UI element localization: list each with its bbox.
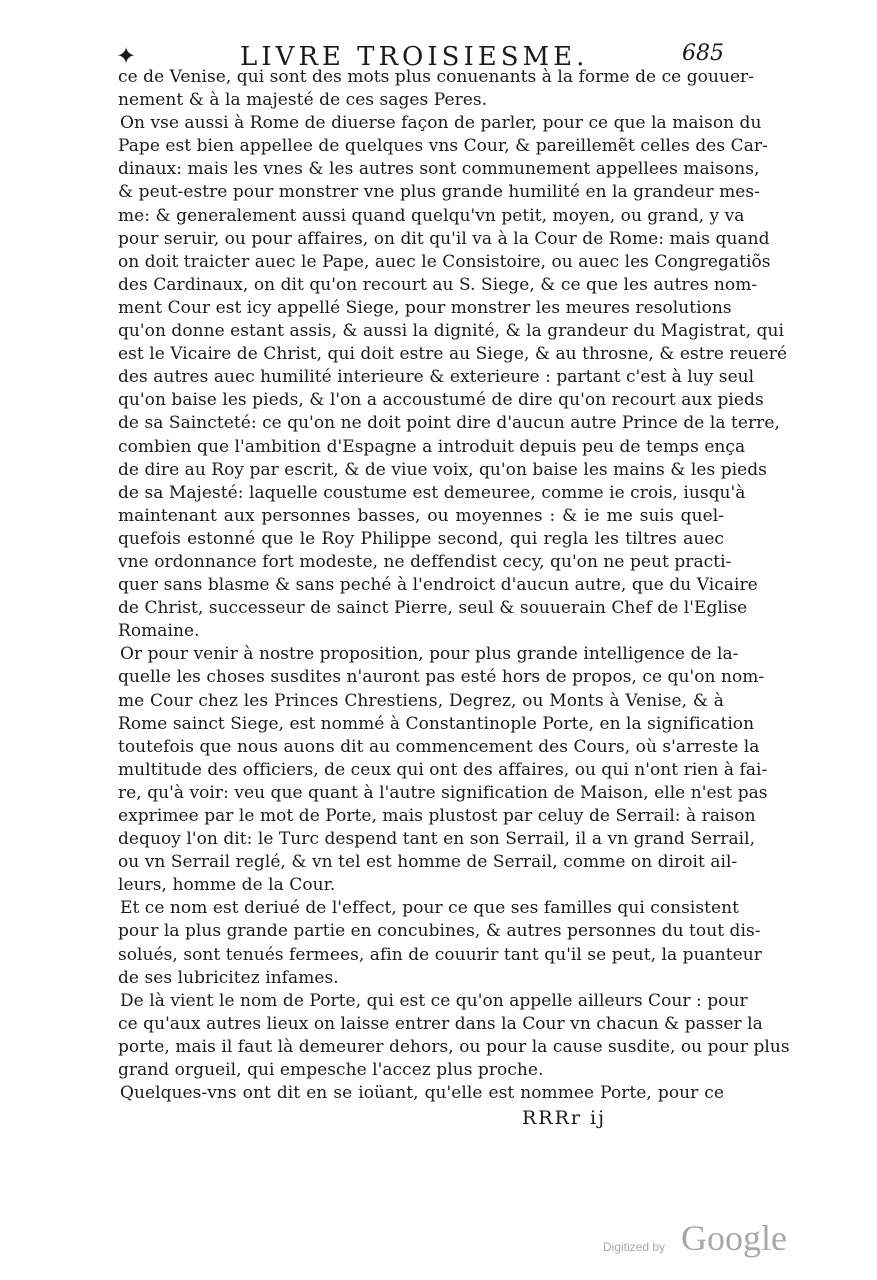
text-line: De là vient le nom de Porte, qui est ce qu'on appelle ailleurs Cour : pour — [120, 990, 748, 1011]
text-line: ce de Venise, qui sont des mots plus conuenants à la forme de ce gouuer- — [118, 67, 755, 87]
text-line: combien que l'ambition d'Espagne a introduit depuis peu de temps ença — [118, 436, 746, 457]
text-line: on doit traicter auec le Pape, auec le Consistoire, ou auec les Congregatiõs — [118, 251, 771, 272]
text-line: de sa Majesté: laquelle coustume est demeuree, comme ie crois, iusqu'à — [118, 482, 746, 503]
text-line: toutefois que nous auons dit au commencement des Cours, où s'arreste la — [118, 736, 760, 757]
text-line: quefois estonné que le Roy Philippe second, qui regla les tiltres auec — [118, 528, 724, 549]
ornament-icon: ✦ — [116, 42, 137, 70]
text-line: pour seruir, ou pour affaires, on dit qu'il va à la Cour de Rome: mais quand — [118, 228, 770, 249]
text-line: On vse aussi à Rome de diuerse façon de parler, pour ce que la maison du — [120, 113, 762, 134]
text-line: ou vn Serrail reglé, & vn tel est homme de Serrail, comme on diroit ail- — [118, 852, 738, 873]
text-line: grand orgueil, qui empesche l'accez plus proche. — [118, 1060, 544, 1081]
watermark-caption: Digitized by — [602, 1240, 665, 1254]
text-line: me Cour chez les Princes Chrestiens, Degrez, ou Monts à Venise, & à — [118, 690, 724, 711]
text-line: des autres auec humilité interieure & exterieure : partant c'est à luy seul — [118, 367, 755, 388]
running-head-title: LIVRE TROISIESME. — [240, 42, 589, 72]
text-line: re, qu'à voir: veu que quant à l'autre signification de Maison, elle n'est pas — [118, 782, 768, 803]
text-line: maintenant aux personnes basses, ou moyennes : & ie me suis quel- — [118, 505, 724, 526]
text-line: qu'on donne estant assis, & aussi la dignité, & la grandeur du Magistrat, qui — [118, 321, 784, 342]
text-line: de ses lubricitez infames. — [118, 967, 339, 988]
text-line: exprimee par le mot de Porte, mais plustost par celuy de Serrail: à raison — [118, 806, 756, 826]
text-line: pour la plus grande partie en concubines, & autres personnes du tout dis- — [118, 921, 761, 942]
text-line: est le Vicaire de Christ, qui doit estre au Siege, & au throsne, & estre reueré — [118, 344, 788, 365]
text-line: quelle les choses susdites n'auront pas esté hors de propos, ce qu'on nom- — [118, 667, 765, 688]
text-line: Romaine. — [118, 621, 200, 642]
text-line: dequoy l'on dit: le Turc despend tant en son Serrail, il a vn grand Serrail, — [118, 829, 756, 850]
text-line: dinaux: mais les vnes & les autres sont communement appellees maisons, — [118, 159, 760, 180]
page-number: 685 — [682, 41, 724, 66]
text-line: vne ordonnance fort modeste, ne deffendist cecy, qu'on ne peut practi- — [118, 551, 732, 572]
body-text — [118, 66, 790, 1105]
text-line: quer sans blasme & sans peché à l'endroict d'aucun autre, que du Vicaire — [118, 575, 758, 596]
text-line: solués, sont tenués fermees, afin de couurir tant qu'il se peut, la puanteur — [118, 944, 762, 965]
text-line: & peut-estre pour monstrer vne plus grande humilité en la grandeur mes- — [118, 182, 760, 203]
text-line: Or pour venir à nostre proposition, pour plus grande intelligence de la- — [120, 644, 739, 665]
text-line: ce qu'aux autres lieux on laisse entrer dans la Cour vn chacun & passer la — [118, 1013, 763, 1034]
text-line: Pape est bien appellee de quelques vns Cour, & pareillemẽt celles des Car- — [118, 136, 768, 157]
text-line: ment Cour est icy appellé Siege, pour monstrer les meures resolutions — [118, 297, 732, 318]
text-line: Quelques-vns ont dit en se ioüant, qu'elle est nommee Porte, pour ce — [120, 1083, 724, 1104]
text-line: de dire au Roy par escrit, & de viue voix, qu'on baise les mains & les pieds — [118, 459, 767, 480]
text-line: leurs, homme de la Cour. — [118, 875, 336, 896]
text-line: me: & generalement aussi quand quelqu'vn petit, moyen, ou grand, y va — [118, 205, 745, 226]
text-line: multitude des officiers, de ceux qui ont des affaires, ou qui n'ont rien à fai- — [118, 759, 768, 780]
text-line: Rome sainct Siege, est nommé à Constantinople Porte, en la signification — [118, 713, 755, 734]
text-line: des Cardinaux, on dit qu'on recourt au S. Siege, & ce que les autres nom- — [118, 274, 758, 295]
google-logo: Google — [681, 1218, 787, 1258]
text-line: qu'on baise les pieds, & l'on a accoustumé de dire qu'on recourt aux pieds — [118, 390, 764, 411]
text-line: de Christ, successeur de sainct Pierre, seul & souuerain Chef de l'Eglise — [118, 598, 748, 619]
text-line: porte, mais il faut là demeurer dehors, ou pour la cause susdite, ou pour plus — [118, 1036, 790, 1057]
signature-mark: RRRr ij — [522, 1107, 607, 1129]
text-line: Et ce nom est deriué de l'effect, pour ce que ses familles qui consistent — [120, 898, 740, 919]
text-line: de sa Saincteté: ce qu'on ne doit point dire d'aucun autre Prince de la terre, — [118, 413, 780, 434]
text-line: nement & à la majesté de ces sages Peres. — [118, 90, 488, 111]
